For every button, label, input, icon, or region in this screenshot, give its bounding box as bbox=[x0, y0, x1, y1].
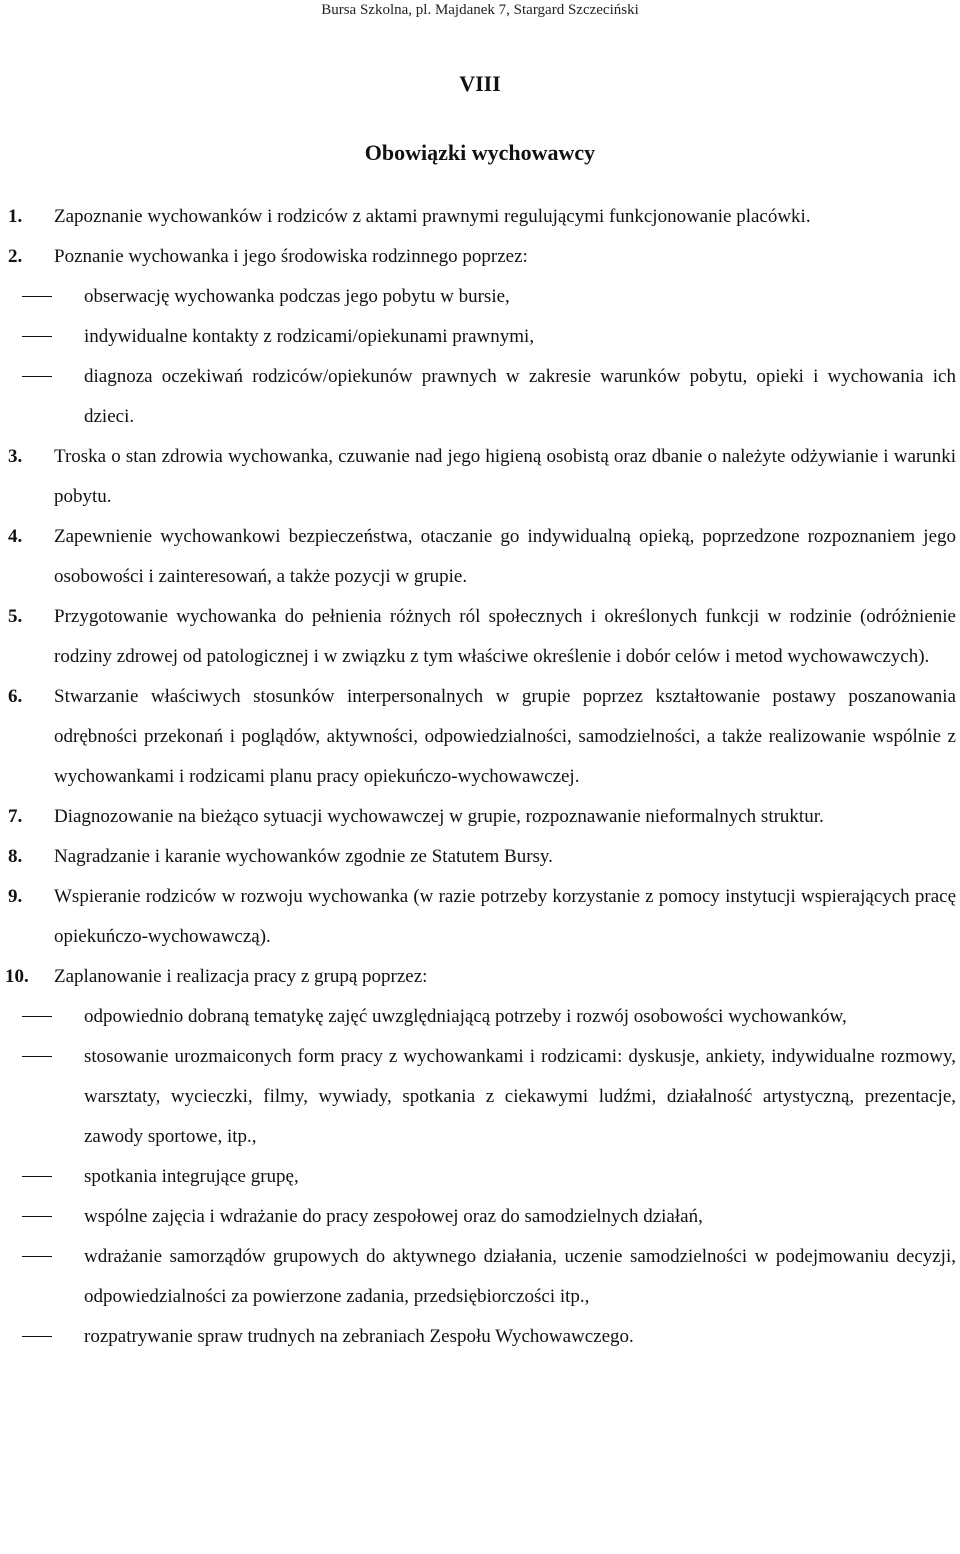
item-number: 2. bbox=[8, 246, 23, 267]
sub-item bbox=[0, 997, 960, 1037]
dash-bullet-icon bbox=[22, 1216, 52, 1217]
sub-item-text: indywidualne kontakty z rodzicami/opiekunami prawnymi, bbox=[84, 326, 535, 347]
item-text: Zapoznanie wychowanków i rodziców z aktami prawnymi regulującymi funkcjonowanie placówki. bbox=[54, 206, 811, 227]
item-number: 5. bbox=[8, 606, 23, 627]
item-number: 3. bbox=[8, 446, 23, 467]
list-item-2 bbox=[0, 237, 960, 277]
item-number: 4. bbox=[8, 526, 23, 547]
item-text: Zapewnienie wychowankowi bezpieczeństwa, otaczanie go indywidualną opieką, poprzedzone rozpoznaniem jego osobowości i zainteresowań, a także pozycji w grupie. bbox=[54, 526, 956, 587]
item-text: Poznanie wychowanka i jego środowiska rodzinnego poprzez: bbox=[54, 246, 528, 267]
sub-item bbox=[0, 1157, 960, 1197]
sub-item-text: odpowiednio dobraną tematykę zajęć uwzględniającą potrzeby i rozwój osobowości wychowanków, bbox=[84, 1006, 847, 1027]
page-header: Bursa Szkolna, pl. Majdanek 7, Stargard Szczeciński bbox=[321, 2, 639, 18]
list-item-1 bbox=[0, 197, 960, 237]
list-item-9 bbox=[0, 877, 960, 957]
dash-bullet-icon bbox=[22, 1336, 52, 1337]
sub-item bbox=[0, 357, 960, 437]
item-number: 9. bbox=[8, 886, 23, 907]
item-number: 1. bbox=[8, 206, 23, 227]
list-item-8 bbox=[0, 837, 960, 877]
item-text: Nagradzanie i karanie wychowanków zgodnie ze Statutem Bursy. bbox=[54, 846, 553, 867]
sub-item bbox=[0, 1197, 960, 1237]
dash-bullet-icon bbox=[22, 1016, 52, 1017]
list-item-3 bbox=[0, 437, 960, 517]
list-item-4 bbox=[0, 517, 960, 597]
chapter-number: VIII bbox=[459, 71, 501, 96]
list-item-7 bbox=[0, 797, 960, 837]
item-number: 6. bbox=[8, 686, 23, 707]
item-text: Przygotowanie wychowanka do pełnienia różnych ról społecznych i określonych funkcji w rodzinie (odróżnienie rodziny zdrowej od patologicznej i w związku z tym właściwe określenie i dobór celów i metod wychowawczych). bbox=[54, 606, 956, 667]
sub-item-text: rozpatrywanie spraw trudnych na zebraniach Zespołu Wychowawczego. bbox=[84, 1326, 634, 1347]
list-item-10 bbox=[0, 957, 960, 997]
sub-item-text: wdrażanie samorządów grupowych do aktywnego działania, uczenie samodzielności w podejmowaniu decyzji, odpowiedzialności za powierzone zadania, przedsiębiorczości itp., bbox=[84, 1246, 956, 1307]
dash-bullet-icon bbox=[22, 1176, 52, 1177]
item-number: 8. bbox=[8, 846, 23, 867]
sub-item-text: diagnoza oczekiwań rodziców/opiekunów prawnych w zakresie warunków pobytu, opieki i wychowania ich dzieci. bbox=[84, 366, 956, 427]
section-title: Obowiązki wychowawcy bbox=[364, 140, 596, 165]
sub-item bbox=[0, 317, 960, 357]
item-number: 7. bbox=[8, 806, 23, 827]
sub-item-text: obserwację wychowanka podczas jego pobytu w bursie, bbox=[84, 286, 510, 307]
sub-item bbox=[0, 1317, 960, 1357]
dash-bullet-icon bbox=[22, 1256, 52, 1257]
item-text: Diagnozowanie na bieżąco sytuacji wychowawczej w grupie, rozpoznawanie nieformalnych struktur. bbox=[54, 806, 824, 827]
sub-item-text: spotkania integrujące grupę, bbox=[84, 1166, 299, 1187]
item-text: Zaplanowanie i realizacja pracy z grupą poprzez: bbox=[54, 966, 428, 987]
dash-bullet-icon bbox=[22, 296, 52, 297]
sub-item bbox=[0, 277, 960, 317]
sub-item-text: wspólne zajęcia i wdrażanie do pracy zespołowej oraz do samodzielnych działań, bbox=[84, 1206, 703, 1227]
item-text: Troska o stan zdrowia wychowanka, czuwanie nad jego higieną osobistą oraz dbanie o należyte odżywianie i warunki pobytu. bbox=[54, 446, 956, 507]
item-text: Stwarzanie właściwych stosunków interpersonalnych w grupie poprzez kształtowanie postawy poszanowania odrębności przekonań i poglądów, aktywności, odpowiedzialności, samodzielności, a także realizowanie wspólnie z wychowankami i rodzicami planu pracy opiekuńczo-wychowawczej. bbox=[54, 686, 956, 787]
item-number: 10. bbox=[5, 966, 29, 987]
dash-bullet-icon bbox=[22, 336, 52, 337]
sub-item bbox=[0, 1037, 960, 1157]
duties-list bbox=[0, 197, 960, 1357]
item-text: Wspieranie rodziców w rozwoju wychowanka (w razie potrzeby korzystanie z pomocy instytucji wspierających pracę opiekuńczo-wychowawczą). bbox=[54, 886, 956, 947]
list-item-6 bbox=[0, 677, 960, 797]
list-item-5 bbox=[0, 597, 960, 677]
sub-item-text: stosowanie urozmaiconych form pracy z wychowankami i rodzicami: dyskusje, ankiety, indywidualne rozmowy, warsztaty, wycieczki, filmy, wywiady, spotkania z ciekawymi ludźmi, działalność artystyczną, prezentacje, zawody sportowe, itp., bbox=[84, 1046, 956, 1147]
dash-bullet-icon bbox=[22, 1056, 52, 1057]
sub-item bbox=[0, 1237, 960, 1317]
dash-bullet-icon bbox=[22, 376, 52, 377]
